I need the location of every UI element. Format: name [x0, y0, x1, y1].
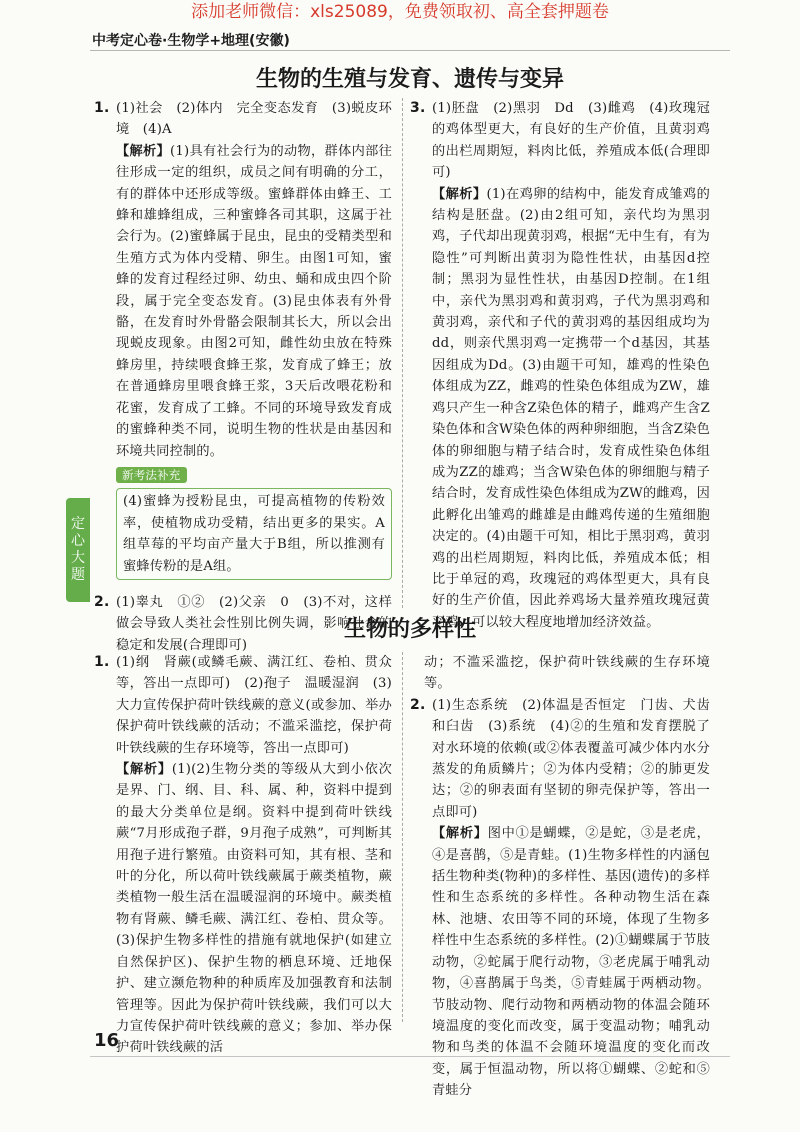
- question-number: 3.: [410, 100, 426, 116]
- s2-q1-continued-text: 动；不滥采滥挖，保护荷叶铁线蕨的生存环境等。: [424, 655, 710, 692]
- s2-q1-answer: (1)纲 肾蕨(或鳞毛蕨、满江红、卷柏、贯众等，答出一点即可) (2)孢子 温暖湿润 (3)大力宣传保护荷叶铁线蕨的意义(或参加、举办保护荷叶铁线蕨的活动；不滥采滥挖，保护荷叶铁线蕨的生存环境等，答出一点即可): [116, 655, 392, 756]
- column-divider-1: [402, 98, 403, 608]
- tip-box: [116, 488, 392, 580]
- s1-q2-answer: (1)睾丸 ①② (2)父亲 0 (3)不对，这样做会导致人类社会性别比例失调，影响社会的稳定和发展(合理即可): [116, 594, 392, 653]
- tip-label: 新考法补充: [116, 467, 187, 483]
- explanation-text: (1)具有社会行为的动物，群体内部往往形成一定的组织，成员之间有明确的分工，有的群体中还形成等级。蜜蜂群体由蜂王、工蜂和雄蜂组成，三种蜜蜂各司其职，这属于社会行为。(2)蜜蜂属于昆虫，昆虫的受精类型和生殖方式为体内受精、卵生。由图1可知，蜜蜂的发育过程经过卵、幼虫、蛹和成虫四个阶段，属于完全变态发育。(3)昆虫体表有外骨骼，在发育时外骨骼会限制其长大，所以会出现蜕皮现象。由图2可知，雌性幼虫放在特殊蜂房里，持续喂食蜂王浆，发育成了蜂王；放在普通蜂房里喂食蜂王浆，3天后改喂花粉和花蜜，发育成了工蜂。不同的环境导致发育成的蜜蜂种类不同，说明生物的性状是由基因和环境共同控制的。: [116, 143, 392, 459]
- watermark: 添加老师微信：xls25089，免费领取初、高全套押题卷: [191, 2, 609, 22]
- right-column-section2: [408, 652, 710, 1102]
- left-column-section2: [92, 652, 392, 1059]
- s2-q2-answer: (1)生态系统 (2)体温是否恒定 门齿、犬齿和臼齿 (3)系统 (4)②的生殖和发育摆脱了对水环境的依赖(或②体表覆盖可减少体内水分蒸发的角质鳞片；②为体内受精；②的肺更发达；②的卵表面有坚韧的卵壳保护等，答出一点即可): [432, 697, 710, 820]
- explanation-label: 【解析】: [116, 143, 171, 159]
- question-number: 1.: [94, 100, 110, 116]
- explanation-text: 图中①是蝴蝶，②是蛇，③是老虎，④是喜鹊，⑤是青蛙。(1)生物多样性的内涵包括生物种类(物种)的多样性、基因(遗传)的多样性和生态系统的多样性。各种动物生活在森林、池塘、农田等不同的环境，体现了生物多样性中生态系统的多样性。(2)①蝴蝶属于节肢动物，②蛇属于爬行动物，③老虎属于哺乳动物，④喜鹊属于鸟类，⑤青蛙属于两栖动物。节肢动物、爬行动物和两栖动物的体温会随环境温度的变化而改变，属于变温动物；哺乳动物和鸟类的体温不会随环境温度的变化而改变，属于恒温动物，所以将①蝴蝶、②蛇和⑤青蛙分: [432, 826, 710, 1099]
- s1-question-1: [92, 98, 392, 580]
- explanation-text: (1)(2)生物分类的等级从大到小依次是界、门、纲、目、科、属、种，资料中提到的最大分类单位是纲。资料中提到荷叶铁线蕨“7月形成孢子群，9月孢子成熟”，可判断其用孢子进行繁殖。由资料可知，其有根、茎和叶的分化，所以荷叶铁线蕨属于蕨类植物，蕨类植物一般生活在温暖湿润的环境中。蕨类植物有肾蕨、鳞毛蕨、满江红、卷柏、贯众等。(3)保护生物多样性的措施有就地保护(如建立自然保护区)、保护生物的栖息环境、迁地保护、建立濒危物种的种质库及加强教育和法制管理等。因此为保护荷叶铁线蕨，我们可以大力宣传保护荷叶铁线蕨的意义；参加、举办保护荷叶铁线蕨的活: [116, 762, 392, 1056]
- s2-q2-explanation: [432, 823, 710, 1101]
- explanation-text: (1)在鸡卵的结构中，能发育成雏鸡的结构是胚盘。(2)由2组可知，亲代均为黑羽鸡，子代却出现黄羽鸡，根据“无中生有，有为隐性”可判断出黄羽为隐性性状，由基因d控制；黑羽为显性性状，由基因D控制。在1组中，亲代为黑羽鸡和黄羽鸡，子代为黑羽鸡和黄羽鸡，亲代和子代的黄羽鸡的基因组成均为dd，则亲代黑羽鸡一定携带一个d基因，其基因组成为Dd。(3)由题干可知，雄鸡的性染色体组成为ZZ，雌鸡的性染色体组成为ZW，雄鸡只产生一种含Z染色体的精子，雌鸡产生含Z染色体和含W染色体的两种卵细胞，当含Z染色体的卵细胞与精子结合时，发育成性染色体组成为ZZ的雄鸡；当含W染色体的卵细胞与精子结合时，发育成性染色体组成为ZW的雌鸡，因此孵化出雏鸡的雌雄是由雌鸡传递的生殖细胞决定的。(4)由题干可知，相比于黑羽鸡，黄羽鸡的出栏周期短，料肉比低，养殖成本低；相比于单冠的鸡，玫瑰冠的鸡体型更大，具有良好的生产价值，因此养鸡场大量养殖玫瑰冠黄羽鸡，可以较大程度地增加经济效益。: [432, 186, 710, 630]
- left-column-section1: [92, 98, 392, 656]
- s1-q1-answer: (1)社会 (2)体内 完全变态发育 (3)蜕皮环境 (4)A: [116, 101, 392, 138]
- header-rule: [90, 50, 730, 51]
- s2-q1-continued: [408, 652, 710, 695]
- side-tab-char: 题: [71, 567, 85, 583]
- side-tab: [66, 498, 90, 602]
- s2-question-1: [92, 652, 392, 1059]
- page-number: 16: [94, 1030, 120, 1051]
- side-tab-char: 大: [71, 550, 85, 566]
- column-divider-2: [402, 652, 403, 1022]
- s1-question-3: [408, 98, 710, 633]
- explanation-label: 【解析】: [116, 762, 172, 778]
- new-method-tip: [116, 465, 392, 580]
- s1-q1-explanation: [116, 141, 392, 462]
- right-column-section1: [408, 98, 710, 633]
- tip-text: (4)蜜蜂为授粉昆虫，可提高植物的传粉效率，使植物成功受精，结出更多的果实。A组草莓的平均亩产量大于B组，所以推测有蜜蜂传粉的是A组。: [123, 494, 385, 574]
- side-tab-char: 定: [71, 516, 85, 532]
- section-title-reproduction: 生物的生殖与发育、遗传与变异: [255, 67, 564, 92]
- s2-q1-explanation: [116, 759, 392, 1059]
- s1-q3-answer: (1)胚盘 (2)黑羽 Dd (3)雌鸡 (4)玫瑰冠的鸡体型更大，有良好的生产价值，且黄羽鸡的出栏周期短，料肉比低，养殖成本低(合理即可): [432, 101, 710, 181]
- s2-question-2: [408, 695, 710, 1102]
- question-number: 1.: [94, 654, 110, 670]
- question-number: 2.: [410, 696, 426, 713]
- s1-q3-explanation: [432, 184, 710, 634]
- question-number: 2.: [94, 593, 110, 610]
- book-header: 中考定心卷·生物学+地理(安徽): [92, 33, 290, 49]
- explanation-label: 【解析】: [432, 826, 488, 842]
- section-title-diversity: 生物的多样性: [343, 617, 476, 642]
- explanation-label: 【解析】: [432, 186, 487, 202]
- side-tab-char: 心: [71, 533, 85, 549]
- footer-rule: [90, 1056, 730, 1057]
